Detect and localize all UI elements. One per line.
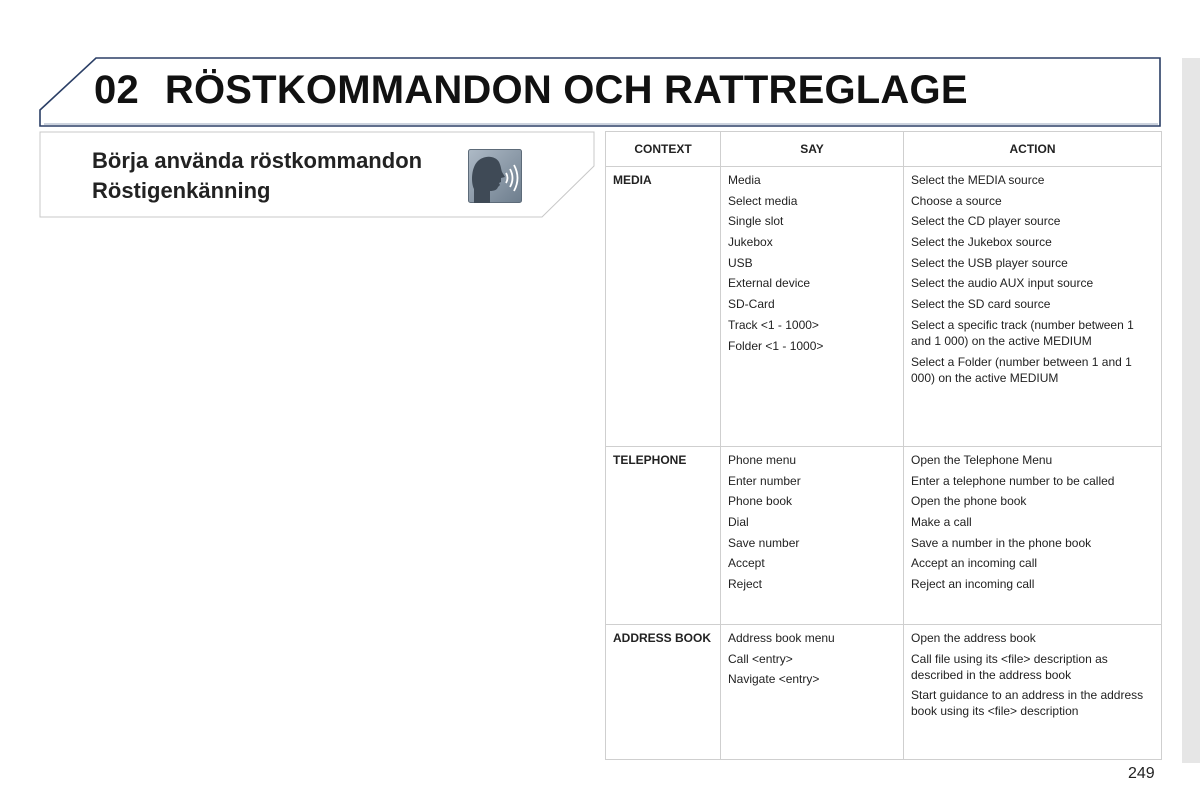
- say-item: Save number: [728, 535, 800, 550]
- say-item: Media: [728, 173, 761, 187]
- action-item: Accept an incoming call: [911, 556, 1038, 571]
- say-item: Dial: [728, 515, 749, 530]
- action-item: Make a call: [911, 515, 972, 530]
- say-item: Track <1 - 1000>: [728, 317, 819, 332]
- action-item: Select the CD player source: [911, 214, 1061, 229]
- section-heading: [92, 146, 422, 206]
- say-item: Folder <1 - 1000>: [728, 338, 824, 353]
- action-item: Call file using its <file> description as described in the address book: [911, 651, 1108, 682]
- action-item: Select a specific track (number between 1 and 1 000) on the active MEDIUM: [911, 317, 1134, 348]
- say-item: Reject: [728, 577, 763, 592]
- voice-command-head-icon: [468, 149, 522, 203]
- page-number: 249: [1128, 765, 1155, 782]
- table-row: [606, 447, 1162, 625]
- say-item: Select media: [728, 193, 798, 208]
- voice-command-table: [605, 131, 1162, 760]
- action-item: Open the phone book: [911, 494, 1027, 509]
- say-item: Jukebox: [728, 235, 773, 250]
- action-item: Select the USB player source: [911, 255, 1068, 270]
- header-context: CONTEXT: [606, 132, 721, 167]
- action-item: Reject an incoming call: [911, 577, 1035, 592]
- say-item: Phone menu: [728, 453, 797, 467]
- chapter-number: 02: [94, 68, 139, 112]
- action-item: Open the address book: [911, 631, 1036, 645]
- action-item: Select the Jukebox source: [911, 235, 1052, 250]
- say-item: Enter number: [728, 473, 801, 488]
- say-cell: [721, 167, 904, 447]
- table-header-row: [606, 132, 1162, 167]
- side-strip: [1182, 58, 1200, 763]
- action-cell: [904, 167, 1162, 447]
- say-item: USB: [728, 255, 753, 270]
- action-item: Start guidance to an address in the address book using its <file> description: [911, 688, 1144, 719]
- action-item: Enter a telephone number to be called: [911, 473, 1115, 488]
- action-item: Select the MEDIA source: [911, 173, 1045, 187]
- action-item: Open the Telephone Menu: [911, 453, 1053, 467]
- context-cell: ADDRESS BOOK: [606, 625, 721, 760]
- say-item: Accept: [728, 556, 765, 571]
- say-item: Single slot: [728, 214, 784, 229]
- action-item: Choose a source: [911, 193, 1002, 208]
- section-heading-line2: Röstigenkänning: [92, 178, 271, 203]
- action-item: Select the audio AUX input source: [911, 276, 1094, 291]
- say-cell: [721, 625, 904, 760]
- chapter-title-text: RÖSTKOMMANDON OCH RATTREGLAGE: [164, 68, 968, 112]
- say-item: Navigate <entry>: [728, 672, 820, 687]
- section-heading-line1: Börja använda röstkommandon: [92, 148, 423, 173]
- say-cell: [721, 447, 904, 625]
- table-row: [606, 167, 1162, 447]
- action-item: Select the SD card source: [911, 297, 1051, 312]
- say-item: External device: [728, 276, 811, 291]
- header-action: ACTION: [904, 132, 1162, 167]
- action-cell: [904, 625, 1162, 760]
- say-item: Phone book: [728, 494, 793, 509]
- header-say: SAY: [721, 132, 904, 167]
- context-cell: MEDIA: [606, 167, 721, 447]
- say-item: SD-Card: [728, 297, 775, 312]
- context-cell: TELEPHONE: [606, 447, 721, 625]
- action-item: Save a number in the phone book: [911, 535, 1092, 550]
- say-item: Call <entry>: [728, 651, 793, 666]
- action-cell: [904, 447, 1162, 625]
- say-item: Address book menu: [728, 631, 835, 645]
- table-row: [606, 625, 1162, 760]
- action-item: Select a Folder (number between 1 and 1 000) on the active MEDIUM: [911, 354, 1132, 385]
